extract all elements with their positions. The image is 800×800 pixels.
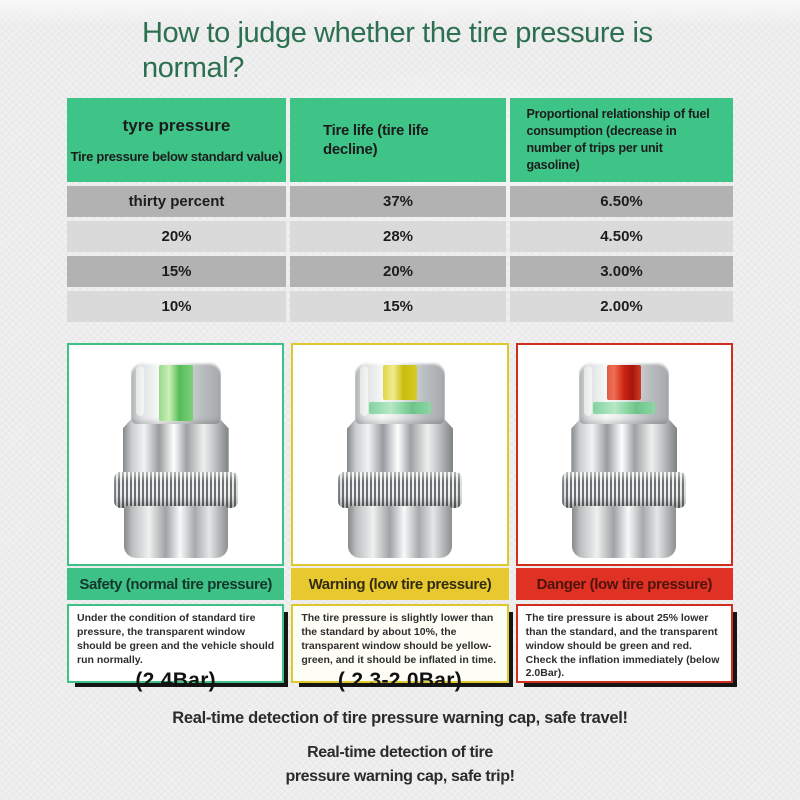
- table-cell: 20%: [67, 221, 286, 252]
- cap-body: [347, 418, 453, 476]
- table-cell: 2.00%: [510, 291, 733, 322]
- cap-indicator-window: [579, 362, 669, 424]
- footer-tagline-primary: Real-time detection of tire pressure warning cap, safe travel!: [172, 709, 628, 727]
- table-cell: 6.50%: [510, 186, 733, 217]
- cap-base: [124, 506, 228, 558]
- cap-knurled-ring: [562, 472, 686, 508]
- red-indicator-bar: [607, 365, 641, 400]
- panel-danger: [516, 343, 733, 683]
- description-text: The tire pressure is slightly lower than the standard by about 10%, the transparent window should be yellow-green, and it should be inflated in time.: [301, 612, 497, 666]
- table-header-tire-life: [290, 98, 506, 182]
- description-box-safety: [67, 604, 284, 693]
- description-box-danger: [516, 604, 733, 683]
- table-cell: 20%: [290, 256, 506, 287]
- status-label-warning: Warning (low tire pressure): [291, 568, 508, 600]
- pressure-value: ( 2.3-2.0Bar): [337, 669, 463, 693]
- table-cell: 37%: [290, 186, 506, 217]
- table-cell: 10%: [67, 291, 286, 322]
- cap-body: [123, 418, 229, 476]
- cap-knurled-ring: [114, 472, 238, 508]
- table-header-tyre-pressure: [67, 98, 286, 182]
- table-cell: 3.00%: [510, 256, 733, 287]
- table-header-main: tyre pressure: [122, 116, 231, 136]
- page-title-line1: How to judge whether the tire pressure is: [142, 17, 653, 49]
- table-cell: 15%: [290, 291, 506, 322]
- pressure-impact-table: [67, 98, 729, 322]
- table-header-label: Proportional relationship of fuel consumption (decrease in number of trips per unit gasoline): [526, 107, 710, 172]
- pressure-value: (2.4Bar): [135, 669, 216, 693]
- footer-tagline-line3: pressure warning cap, safe trip!: [285, 768, 515, 785]
- cap-base: [348, 506, 452, 558]
- table-cell: 28%: [290, 221, 506, 252]
- cap-base: [572, 506, 676, 558]
- cap-indicator-window: [131, 362, 221, 424]
- valve-cap-photo-yellow: [291, 343, 508, 566]
- cap-indicator-window: [355, 362, 445, 424]
- cap-knurled-ring: [338, 472, 462, 508]
- valve-cap-photo-red: [516, 343, 733, 566]
- green-band: [369, 402, 431, 414]
- description-box-warning: [291, 604, 508, 693]
- tire-valve-cap-icon: [562, 362, 686, 558]
- footer-tagline-line2: Real-time detection of tire: [307, 744, 493, 761]
- yellow-indicator-bar: [383, 365, 417, 400]
- page-title-line2: normal?: [142, 52, 244, 84]
- table-cell: 15%: [67, 256, 286, 287]
- green-indicator-bar: [159, 365, 193, 421]
- tire-valve-cap-icon: [114, 362, 238, 558]
- table-cell: thirty percent: [67, 186, 286, 217]
- panel-warning: [291, 343, 508, 693]
- valve-cap-photo-green: [67, 343, 284, 566]
- status-label-danger: Danger (low tire pressure): [516, 568, 733, 600]
- page-title: [0, 0, 800, 86]
- cap-body: [571, 418, 677, 476]
- panel-safety: [67, 343, 284, 693]
- tire-valve-cap-icon: [338, 362, 462, 558]
- description-text: The tire pressure is about 25% lower than the standard, and the transparent window should be green and red. Check the inflation immediately (below 2.0Bar).: [525, 612, 720, 680]
- table-header-label: Tire life (tire life decline): [323, 121, 429, 158]
- description-text: Under the condition of standard tire pressure, the transparent window should be green and the vehicle should run normally.: [77, 612, 275, 666]
- green-band: [593, 402, 655, 414]
- table-header-fuel-consumption: [510, 98, 733, 182]
- footer-tagline-secondary: [0, 741, 800, 789]
- table-cell: 4.50%: [510, 221, 733, 252]
- table-header-sub: Tire pressure below standard value): [70, 148, 283, 164]
- status-panels: [67, 343, 733, 693]
- status-label-safety: Safety (normal tire pressure): [67, 568, 284, 600]
